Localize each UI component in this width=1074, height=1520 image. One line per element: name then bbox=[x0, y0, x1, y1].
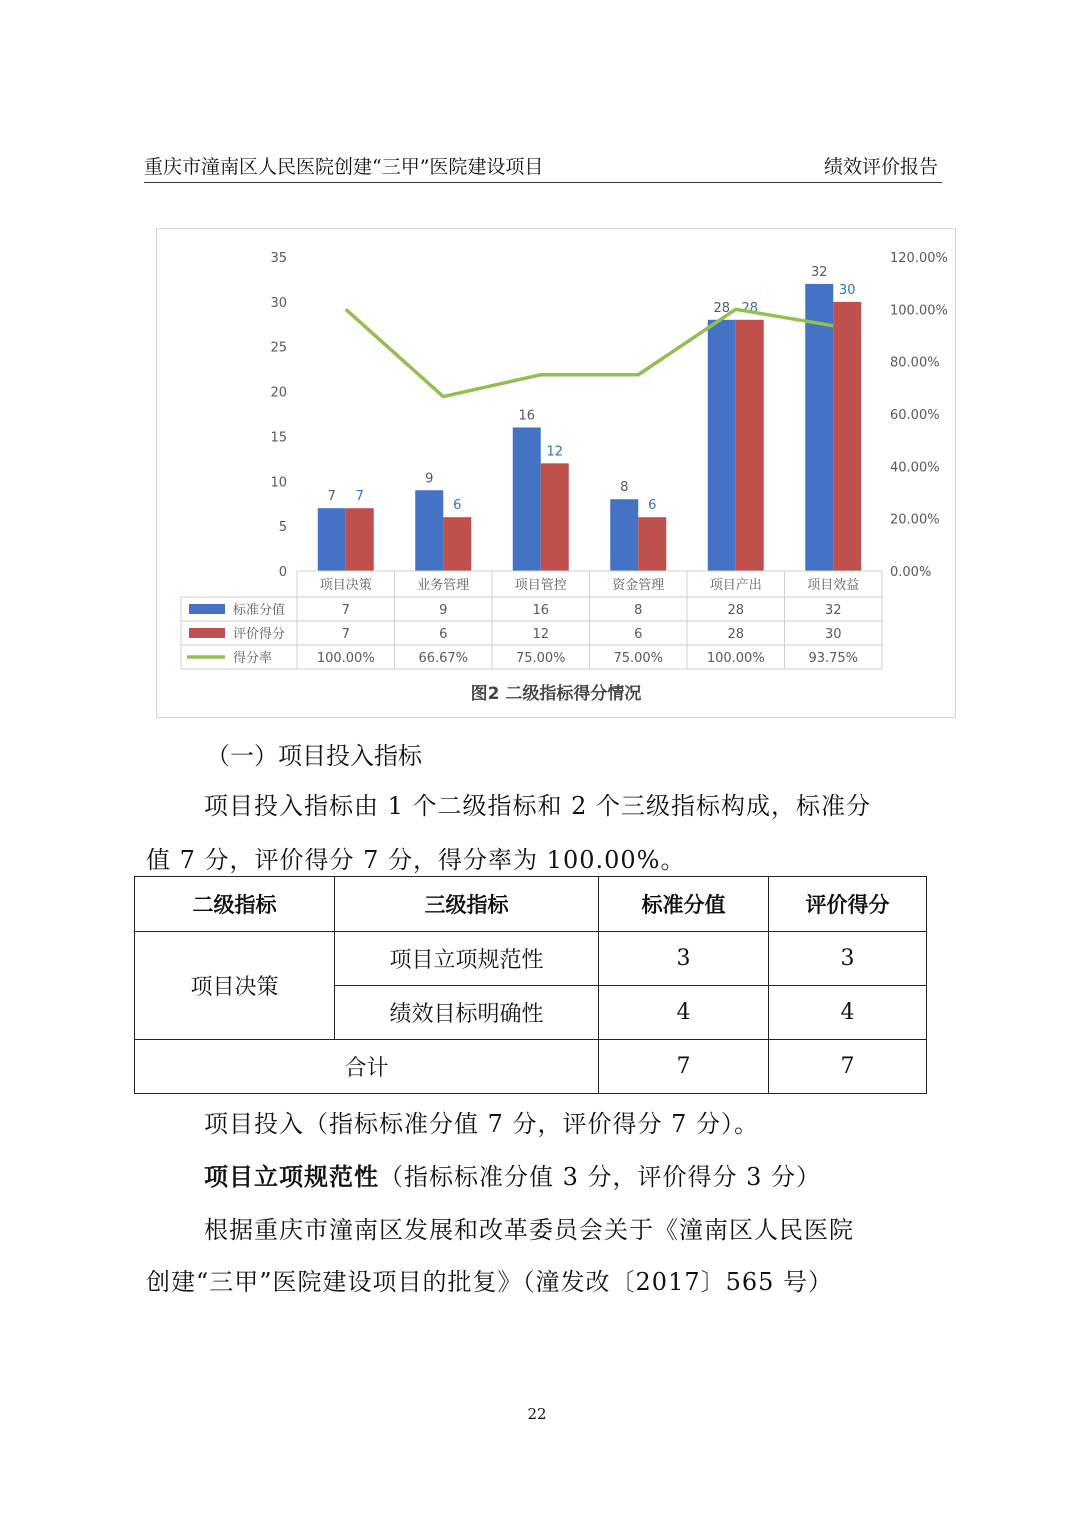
header-report-name: 绩效评价报告 bbox=[823, 156, 938, 178]
table-value: 7 bbox=[341, 603, 350, 618]
y-tick-label: 15 bbox=[270, 430, 287, 446]
x-tick-label: 资金管理 bbox=[612, 578, 665, 593]
y-tick-label: 0 bbox=[278, 565, 287, 580]
x-tick-label: 项目效益 bbox=[807, 578, 860, 593]
y2-tick-label: 80.00% bbox=[890, 355, 940, 371]
data-label-standard: 7 bbox=[327, 489, 336, 505]
data-label-score: 6 bbox=[453, 498, 462, 514]
page-header bbox=[144, 148, 942, 183]
bold-term: 项目立项规范性 bbox=[204, 1162, 379, 1191]
table-value: 16 bbox=[532, 603, 550, 618]
header-title: 重庆市潼南区人民医院创建“三甲”医院建设项目 bbox=[144, 156, 544, 178]
bar-standard bbox=[708, 320, 736, 571]
table-header-cell: 二级指标 bbox=[135, 877, 335, 932]
legend-score-rate: 得分率 bbox=[233, 651, 273, 666]
score-table bbox=[134, 876, 927, 1094]
data-label-standard: 9 bbox=[425, 471, 434, 487]
table-header-cell: 评价得分 bbox=[769, 877, 927, 932]
y2-tick-label: 100.00% bbox=[890, 303, 948, 319]
table-value: 28 bbox=[727, 627, 745, 642]
chart-container bbox=[156, 228, 956, 718]
bar-standard bbox=[610, 499, 638, 571]
table-value: 9 bbox=[439, 603, 448, 618]
table-row bbox=[135, 932, 927, 986]
y-tick-label: 25 bbox=[270, 340, 287, 356]
data-label-score: 7 bbox=[355, 489, 364, 505]
paragraph-line: 值 7 分，评价得分 7 分，得分率为 100.00%。 bbox=[146, 846, 686, 874]
chart-title: 图2 二级指标得分情况 bbox=[470, 684, 642, 704]
data-label-standard: 16 bbox=[518, 408, 536, 424]
data-label-score: 28 bbox=[741, 300, 759, 316]
legend-score-key bbox=[189, 628, 225, 638]
legend-standard: 标准分值 bbox=[233, 603, 286, 618]
table-cell: 3 bbox=[769, 932, 927, 986]
table-value: 100.00% bbox=[316, 651, 375, 666]
table-value: 7 bbox=[341, 627, 350, 642]
data-label-standard: 28 bbox=[713, 300, 731, 316]
y2-tick-label: 120.00% bbox=[890, 251, 948, 266]
table-header-row bbox=[135, 877, 927, 932]
x-tick-label: 业务管理 bbox=[417, 578, 470, 593]
table-value: 12 bbox=[532, 627, 550, 642]
table-total-row bbox=[135, 1040, 927, 1094]
table-cell: 4 bbox=[769, 986, 927, 1040]
table-value: 66.67% bbox=[418, 651, 469, 666]
y-tick-label: 5 bbox=[278, 520, 287, 536]
bar-score bbox=[736, 320, 764, 571]
bar-score bbox=[541, 463, 569, 571]
table-cell: 绩效目标明确性 bbox=[335, 986, 599, 1040]
y-tick-label: 35 bbox=[270, 251, 287, 266]
bar-line-chart bbox=[157, 229, 955, 717]
bar-score bbox=[638, 517, 666, 571]
bar-score bbox=[346, 508, 374, 571]
data-label-score: 6 bbox=[648, 498, 657, 514]
paragraph-line: 根据重庆市潼南区发展和改革委员会关于《潼南区人民医院 bbox=[204, 1216, 854, 1244]
table-cell: 4 bbox=[599, 986, 769, 1040]
table-header-cell: 三级指标 bbox=[335, 877, 599, 932]
table-cell: 7 bbox=[769, 1040, 927, 1094]
paragraph-line: 创建“三甲”医院建设项目的批复》（潼发改〔2017〕565 号） bbox=[146, 1268, 834, 1296]
table-value: 32 bbox=[824, 603, 842, 618]
table-value: 8 bbox=[634, 603, 643, 618]
y-tick-label: 10 bbox=[270, 475, 287, 491]
table-value: 6 bbox=[439, 627, 448, 642]
table-header-cell: 标准分值 bbox=[599, 877, 769, 932]
data-label-score: 12 bbox=[546, 444, 564, 460]
table-cell: 项目立项规范性 bbox=[335, 932, 599, 986]
table-value: 28 bbox=[727, 603, 745, 618]
y2-tick-label: 0.00% bbox=[890, 565, 932, 580]
page-number: 22 bbox=[527, 1405, 547, 1423]
bar-standard bbox=[318, 508, 346, 571]
table-value: 93.75% bbox=[808, 651, 859, 666]
x-tick-label: 项目管控 bbox=[514, 578, 567, 593]
table-value: 6 bbox=[634, 627, 643, 642]
table-value: 75.00% bbox=[515, 651, 566, 666]
bar-standard bbox=[415, 490, 443, 571]
table-cell: 3 bbox=[599, 932, 769, 986]
y-tick-label: 20 bbox=[270, 385, 287, 401]
table-total-label: 合计 bbox=[135, 1040, 599, 1094]
legend-score: 评价得分 bbox=[233, 627, 286, 642]
table-group-cell: 项目决策 bbox=[135, 932, 335, 1040]
table-cell: 7 bbox=[599, 1040, 769, 1094]
table-value: 30 bbox=[824, 627, 842, 642]
y2-tick-label: 40.00% bbox=[890, 460, 940, 476]
y2-tick-label: 20.00% bbox=[890, 512, 940, 528]
table-value: 75.00% bbox=[613, 651, 664, 666]
data-label-score: 30 bbox=[838, 282, 856, 298]
data-label-standard: 32 bbox=[810, 264, 828, 280]
bar-standard bbox=[805, 284, 833, 571]
paragraph-line: 项目投入指标由 1 个二级指标和 2 个三级指标构成，标准分 bbox=[204, 792, 872, 820]
section-title: （一）项目投入指标 bbox=[206, 742, 422, 770]
table-value: 100.00% bbox=[706, 651, 765, 666]
y2-tick-label: 60.00% bbox=[890, 408, 940, 423]
paragraph-line bbox=[204, 1157, 821, 1192]
legend-standard-key bbox=[189, 604, 225, 614]
bar-score bbox=[833, 302, 861, 571]
y-tick-label: 30 bbox=[270, 295, 287, 311]
x-tick-label: 项目产出 bbox=[709, 578, 762, 593]
bar-standard bbox=[513, 427, 541, 571]
data-label-standard: 8 bbox=[620, 480, 629, 496]
x-tick-label: 项目决策 bbox=[319, 578, 372, 593]
paragraph-line: 项目投入（指标标准分值 7 分，评价得分 7 分）。 bbox=[204, 1110, 760, 1138]
paragraph-text: （指标标准分值 3 分，评价得分 3 分） bbox=[379, 1163, 822, 1191]
bar-score bbox=[443, 517, 471, 571]
